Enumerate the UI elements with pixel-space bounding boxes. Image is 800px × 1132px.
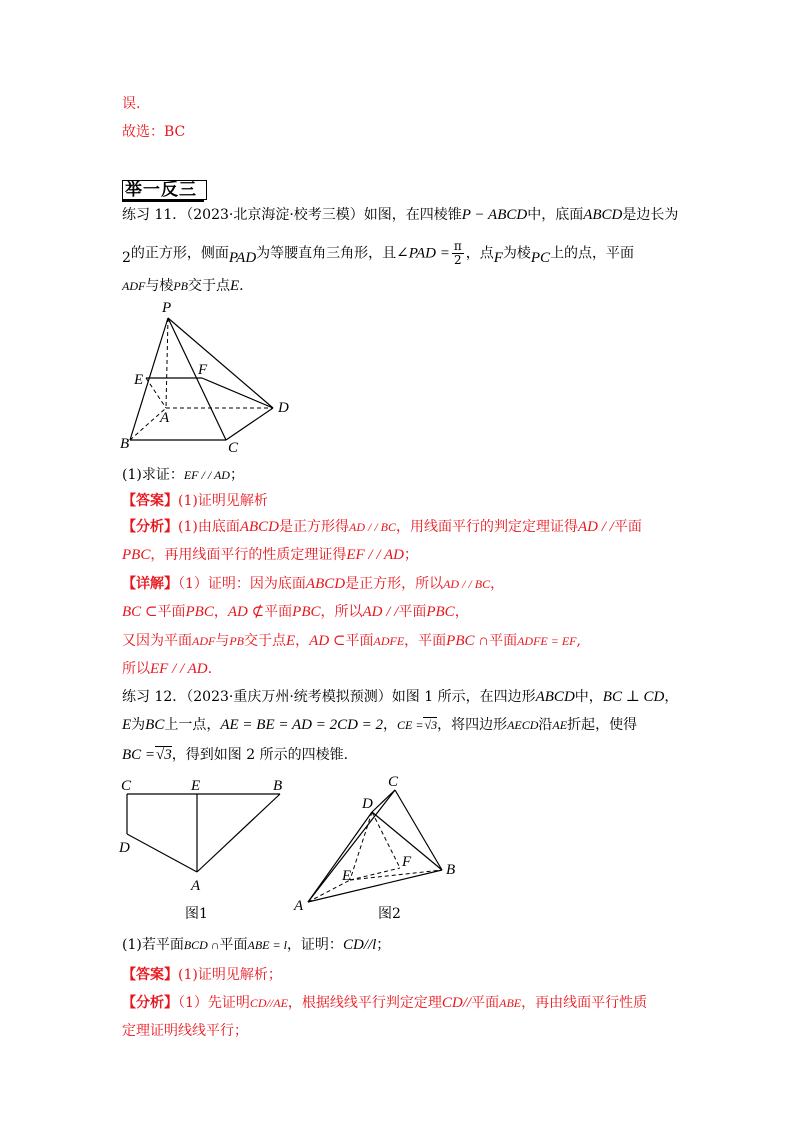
detail-text: 所以 bbox=[122, 661, 150, 677]
fig1-caption: 图1 bbox=[185, 906, 208, 922]
ex11-text: 为等腰直角三角形，且 bbox=[256, 245, 397, 262]
fig1-label-D: D bbox=[119, 840, 130, 856]
ex12-text: 折起，使得 bbox=[567, 717, 638, 733]
detail-text: （1）证明：因为底面 bbox=[178, 576, 306, 592]
fig2-caption: 图2 bbox=[378, 906, 401, 922]
ex12-text: 为 bbox=[131, 717, 146, 733]
vertex-label-C: C bbox=[228, 440, 239, 456]
detail-text: . bbox=[207, 661, 213, 677]
detail-math: ABCD bbox=[305, 576, 346, 592]
ex11-text: 如图，在四棱锥 bbox=[363, 207, 462, 223]
analysis-math: EF / / AD bbox=[346, 547, 404, 563]
fig1-label-B: B bbox=[273, 778, 283, 794]
detail-text: ，所以 bbox=[320, 604, 363, 620]
ex12-line-2 bbox=[122, 716, 637, 734]
detail-math: PB bbox=[229, 634, 244, 648]
fraction-denominator: 2 bbox=[453, 253, 462, 267]
analysis-tag: 【分析】 bbox=[122, 519, 178, 535]
ex12-text: ， bbox=[383, 717, 398, 733]
detail-math: PBC bbox=[426, 604, 455, 620]
q-math: ABE = l bbox=[247, 938, 287, 952]
ex11-analysis-line-1 bbox=[122, 518, 642, 536]
analysis-math: CD//AE bbox=[249, 996, 288, 1010]
ex11-math: E bbox=[230, 278, 240, 294]
detail-math: PBC bbox=[292, 604, 321, 620]
ex11-math: F bbox=[493, 249, 503, 266]
ex12-text: ，得到如图 2 所示的四棱锥. bbox=[171, 747, 349, 763]
ex12-text: 如图 1 所示，在四边形 bbox=[391, 689, 536, 705]
detail-math: AD / / bbox=[362, 604, 399, 620]
ex11-math: ADF bbox=[122, 279, 146, 293]
ex11-text: 的正方形，侧面 bbox=[130, 245, 229, 262]
analysis-text: ，再用线面平行的性质定理证得 bbox=[150, 547, 347, 563]
vertex-label-F: F bbox=[198, 362, 208, 378]
ex11-detail-line-2 bbox=[122, 603, 469, 621]
q-text: (1)求证： bbox=[122, 467, 184, 483]
analysis-text: (1)由底面 bbox=[178, 519, 240, 535]
analysis-text: ，根据线线平行判定定理 bbox=[287, 995, 442, 1011]
q-math: CD//l bbox=[342, 937, 377, 953]
fig2-label-D: D bbox=[362, 796, 373, 812]
analysis-text: （1）先证明 bbox=[178, 995, 250, 1011]
ex11-text: 交于点 bbox=[188, 278, 230, 294]
detail-text: 平面 bbox=[157, 604, 186, 620]
analysis-text: ，用线面平行的判定定理证得 bbox=[396, 519, 579, 535]
ex12-label: 练习 12． bbox=[122, 689, 187, 705]
ex11-math: PAD bbox=[228, 249, 257, 266]
analysis-math: CD// bbox=[441, 995, 472, 1011]
previous-answer: 故选：BC bbox=[122, 124, 186, 140]
ex11-detail-line-3 bbox=[122, 632, 581, 650]
detail-text: 平面 bbox=[345, 633, 374, 649]
figure-1 bbox=[115, 776, 295, 926]
ex12-text: 中， bbox=[574, 689, 603, 705]
ex11-text: ，点 bbox=[465, 245, 494, 262]
ex12-line-1 bbox=[122, 688, 678, 706]
section-title: 举一反三 bbox=[122, 180, 207, 200]
ex12-math: BC bbox=[145, 717, 165, 733]
q-text: 平面 bbox=[219, 937, 248, 953]
q-math: BCD ∩ bbox=[183, 938, 220, 952]
ex11-math: ∠PAD = bbox=[396, 245, 450, 262]
analysis-math: PBC bbox=[122, 547, 151, 563]
ex11-detail-line-4 bbox=[122, 660, 212, 678]
answer-tag: 【答案】 bbox=[122, 967, 178, 983]
fig1-label-C: C bbox=[121, 778, 132, 794]
ex12-math: AECD bbox=[507, 718, 539, 732]
ex11-text: . bbox=[239, 278, 244, 294]
detail-math: ADFE bbox=[373, 634, 405, 648]
vertex-label-P: P bbox=[162, 300, 172, 316]
detail-math: BC ⊂ bbox=[122, 604, 158, 620]
analysis-text: ，再由线面平行性质 bbox=[521, 995, 648, 1011]
analysis-text: ； bbox=[403, 547, 418, 563]
q-text: ； bbox=[229, 467, 244, 483]
detail-text: 交于点 bbox=[244, 633, 286, 649]
pyramid-figure bbox=[118, 298, 298, 458]
ex12-math: √3 bbox=[424, 718, 438, 732]
ex11-source: （2023·北京海淀·校考三模） bbox=[186, 207, 364, 223]
analysis-math: ABE bbox=[499, 996, 522, 1010]
fig2-label-A: A bbox=[294, 898, 304, 914]
analysis-text: 是正方形得 bbox=[279, 519, 350, 535]
q-math: EF / / AD bbox=[183, 468, 230, 482]
ex12-analysis-line-2 bbox=[122, 1022, 248, 1040]
pi-over-2-fraction bbox=[452, 240, 464, 267]
ex11-math: 2 bbox=[122, 249, 131, 266]
detail-text: ， bbox=[454, 604, 469, 620]
ex12-math: BC = bbox=[122, 747, 156, 763]
ex11-line-1 bbox=[122, 206, 678, 224]
fig1-label-E: E bbox=[191, 778, 201, 794]
ex12-math: BC ⊥ CD bbox=[602, 689, 665, 705]
q-text: (1)若平面 bbox=[122, 937, 184, 953]
vertex-label-E: E bbox=[134, 372, 144, 388]
fig2-label-F: F bbox=[402, 854, 412, 870]
ex12-text: 沿 bbox=[538, 717, 553, 733]
ex12-source: （2023·重庆万州·统考模拟预测） bbox=[186, 689, 392, 705]
detail-text: 平面 bbox=[398, 604, 427, 620]
detail-text: ， bbox=[213, 604, 228, 620]
ex12-question-1 bbox=[122, 936, 390, 954]
ex11-line-2 bbox=[122, 240, 634, 267]
fig2-label-C: C bbox=[388, 774, 399, 790]
answer-text: (1)证明见解析； bbox=[178, 967, 282, 983]
analysis-text: 定理证明线线平行； bbox=[122, 1023, 248, 1039]
ex11-analysis-line-2 bbox=[122, 546, 418, 564]
detail-math: AD / / BC bbox=[443, 577, 491, 591]
detail-math: E bbox=[286, 633, 296, 649]
ex12-analysis-line-1 bbox=[122, 994, 647, 1012]
ex12-math: CE = bbox=[397, 718, 424, 732]
detail-text: 平面 bbox=[489, 633, 518, 649]
ex11-text: 是边长为 bbox=[622, 207, 679, 223]
ex11-detail-line-1 bbox=[122, 575, 504, 593]
fig2-label-E: E bbox=[342, 868, 352, 884]
ex11-text: 中，底面 bbox=[527, 207, 584, 223]
vertex-label-B: B bbox=[120, 436, 130, 452]
detail-math: PBC bbox=[185, 604, 214, 620]
ex11-math: P − ABCD bbox=[461, 207, 528, 223]
fig1-label-A: A bbox=[191, 878, 201, 894]
ex12-math: ABCD bbox=[535, 689, 575, 705]
vertex-label-A: A bbox=[160, 410, 170, 426]
analysis-math: AD / / BC bbox=[349, 520, 397, 534]
ex11-line-3 bbox=[122, 277, 244, 295]
previous-text-fragment: 误. bbox=[122, 96, 141, 112]
ex12-line-3 bbox=[122, 746, 348, 764]
ex12-text: ，将四边形 bbox=[437, 717, 508, 733]
ex11-text: 上的点，平面 bbox=[550, 245, 635, 262]
answer-tag: 【答案】 bbox=[122, 493, 178, 509]
answer-text: (1)证明见解析 bbox=[178, 493, 268, 509]
detail-text: 平面 bbox=[264, 604, 293, 620]
detail-text: 是正方形，所以 bbox=[345, 576, 444, 592]
analysis-text: 平面 bbox=[613, 519, 642, 535]
q-text: ； bbox=[376, 937, 391, 953]
detail-text: , bbox=[576, 633, 581, 649]
detail-math: AD ⊂ bbox=[309, 633, 346, 649]
detail-text: ， bbox=[295, 633, 310, 649]
detail-text: ， bbox=[490, 576, 505, 592]
detail-math: ADF bbox=[192, 634, 216, 648]
detail-text: 与 bbox=[215, 633, 230, 649]
analysis-text: 平面 bbox=[471, 995, 500, 1011]
ex11-question-1 bbox=[122, 466, 244, 484]
detail-math: AD ⊄ bbox=[227, 604, 265, 620]
detail-text: 又因为平面 bbox=[122, 633, 192, 649]
ex12-text: 上一点， bbox=[164, 717, 221, 733]
ex12-answer bbox=[122, 966, 282, 984]
ex12-math: E bbox=[122, 717, 132, 733]
detail-tag: 【详解】 bbox=[122, 576, 178, 592]
fig2-label-B: B bbox=[446, 862, 456, 878]
ex12-math: AE = BE = AD = 2CD = 2 bbox=[220, 717, 384, 733]
analysis-math: ABCD bbox=[239, 519, 280, 535]
section-title-underline bbox=[122, 200, 204, 202]
vertex-label-D: D bbox=[278, 400, 289, 416]
q-text: ，证明： bbox=[286, 937, 343, 953]
ex11-text: 为棱 bbox=[502, 245, 531, 262]
ex12-math: √3 bbox=[156, 747, 172, 763]
ex12-math: AE bbox=[552, 718, 568, 732]
ex11-text: 与棱 bbox=[145, 278, 174, 294]
fraction-numerator: π bbox=[453, 239, 462, 253]
ex11-math: PB bbox=[173, 279, 188, 293]
ex11-answer bbox=[122, 492, 268, 510]
ex11-label: 练习 11． bbox=[122, 207, 187, 223]
detail-math: ADFE = EF bbox=[517, 634, 577, 648]
ex11-math: PC bbox=[530, 249, 551, 266]
analysis-math: AD / / bbox=[578, 519, 614, 535]
ex12-text: ， bbox=[664, 689, 679, 705]
figure-2 bbox=[290, 772, 470, 922]
detail-text: ，平面 bbox=[404, 633, 447, 649]
ex11-math: ABCD bbox=[583, 207, 623, 223]
detail-math: EF / / AD bbox=[150, 661, 208, 677]
analysis-tag: 【分析】 bbox=[122, 995, 178, 1011]
detail-math: PBC ∩ bbox=[446, 633, 490, 649]
